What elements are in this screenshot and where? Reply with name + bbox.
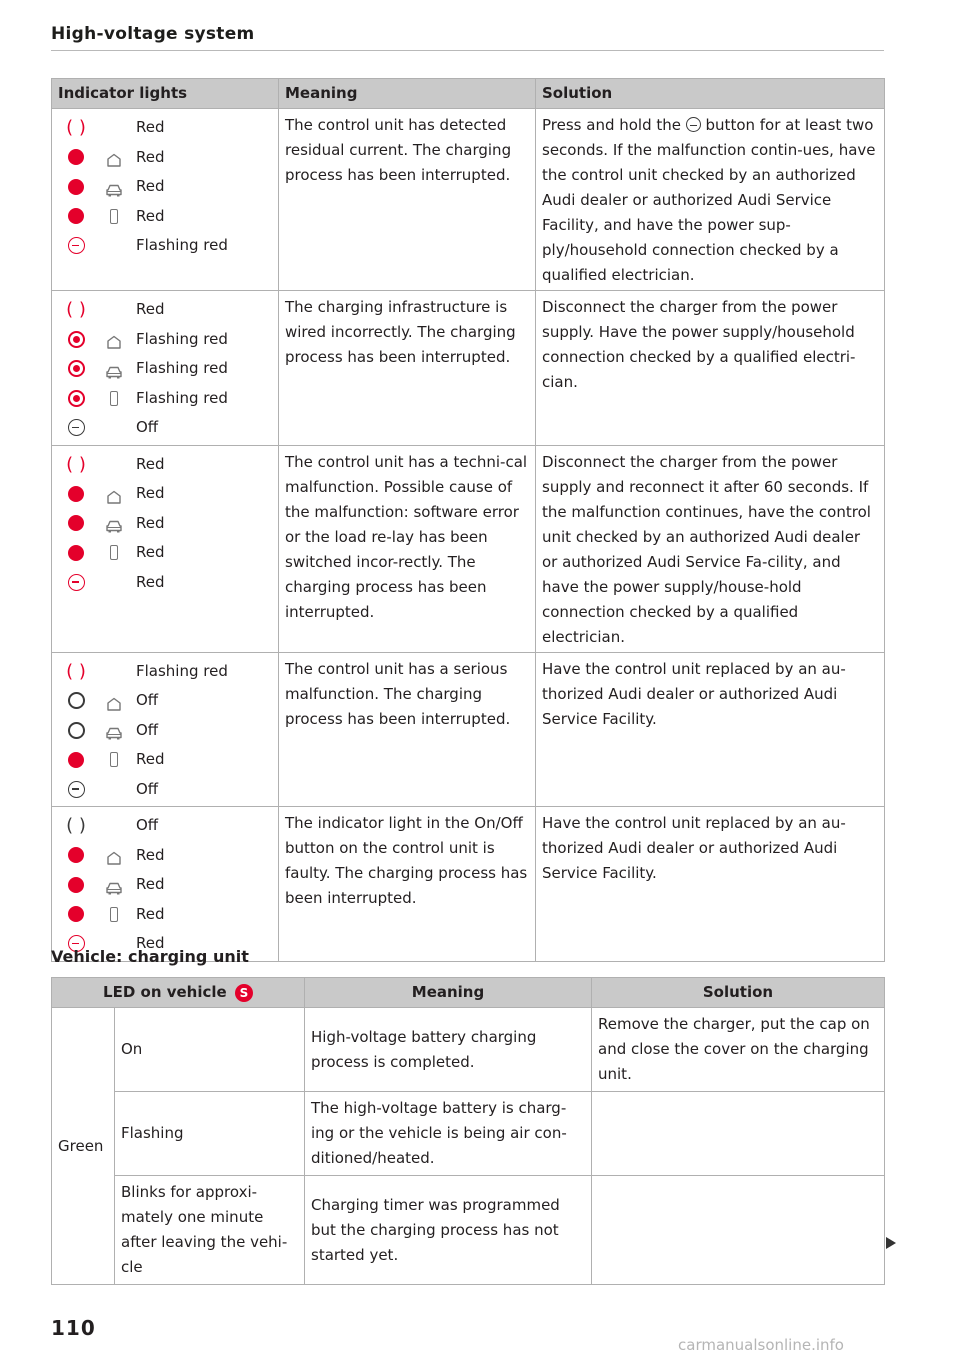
- light-state: Red: [136, 484, 165, 503]
- ring-gray-icon: ( ): [66, 815, 86, 837]
- plug-icon: [110, 752, 118, 767]
- light-state: Red: [136, 454, 165, 473]
- indicator-light-row: [56, 295, 274, 325]
- light-state: Red: [136, 750, 165, 769]
- target-ring-icon: [68, 331, 85, 348]
- table-row: [52, 109, 885, 291]
- target-ring-icon: [68, 360, 85, 377]
- indicator-lights-table: [51, 78, 885, 962]
- header-led-meaning: Meaning: [305, 978, 592, 1008]
- light-state: Flashing red: [136, 236, 228, 255]
- table-row: [52, 445, 885, 652]
- on-off-gray-icon: [68, 419, 85, 436]
- car-icon: [105, 516, 123, 530]
- solution-cell: [536, 109, 885, 291]
- led-table: [51, 977, 885, 1285]
- solution-text: Have the control unit replaced by an au-thorized Audi dealer or authorized Audi Service Facility.: [542, 814, 846, 882]
- header-led-on-vehicle: [52, 978, 305, 1008]
- led-state-cell: Flashing: [115, 1092, 305, 1176]
- meaning-cell: The charging infrastructure is wired incorrectly. The charging process has been interrupted.: [279, 291, 536, 446]
- red-dot-icon: [68, 179, 84, 195]
- led-solution-cell: Remove the charger, put the cap on and close the cover on the charging unit.: [592, 1008, 885, 1092]
- table-row: [52, 807, 885, 962]
- indicator-light-row: [56, 716, 274, 746]
- solution-cell: [536, 291, 885, 446]
- indicator-light-row: [56, 143, 274, 173]
- indicator-light-row: [56, 479, 274, 509]
- car-icon: [105, 723, 123, 737]
- solution-text-end: button for at least two seconds. If the malfunction contin-ues, have the control unit checked by an authorized Audi dealer or authorized Audi Service Facility, and have the power sup-ply/household connection checked by a qualified electrician.: [542, 116, 876, 284]
- page-number: 110: [51, 1316, 96, 1340]
- led-state-cell: Blinks for approxi-mately one minute after leaving the vehi-cle: [115, 1176, 305, 1285]
- page-header: [51, 24, 884, 51]
- indicator-light-row: [56, 745, 274, 775]
- led-meaning-cell: The high-voltage battery is charg-ing or the vehicle is being air con-ditioned/heated.: [305, 1092, 592, 1176]
- on-off-gray-icon: [68, 781, 85, 798]
- indicator-light-row: [56, 900, 274, 930]
- ring-icon: ( ): [66, 453, 86, 475]
- red-dot-icon: [68, 752, 84, 768]
- light-state: Off: [136, 720, 159, 739]
- red-dot-icon: [68, 486, 84, 502]
- light-state: Red: [136, 177, 165, 196]
- led-state-cell: On: [115, 1008, 305, 1092]
- car-icon: [105, 362, 123, 376]
- red-dot-icon: [68, 847, 84, 863]
- indicator-lights-cell: [52, 109, 279, 291]
- indicator-light-row: [56, 325, 274, 355]
- solution-cell: [536, 652, 885, 807]
- house-icon: [106, 332, 122, 346]
- on-off-icon: [68, 574, 85, 591]
- header-led-solution: Solution: [592, 978, 885, 1008]
- light-state: Flashing red: [136, 661, 228, 680]
- car-icon: [105, 180, 123, 194]
- red-dot-icon: [68, 515, 84, 531]
- light-state: Red: [136, 118, 165, 137]
- led-solution-cell: [592, 1176, 885, 1285]
- indicator-light-row: [56, 384, 274, 414]
- red-dot-icon: [68, 906, 84, 922]
- indicator-table-header: [52, 79, 885, 109]
- solution-cell: [536, 445, 885, 652]
- table-row: [52, 652, 885, 807]
- header-led-label: LED on vehicle: [103, 983, 227, 1001]
- indicator-light-row: [56, 811, 274, 841]
- light-state: Off: [136, 779, 159, 798]
- indicator-light-row: [56, 172, 274, 202]
- indicator-light-row: [56, 231, 274, 261]
- red-dot-icon: [68, 149, 84, 165]
- red-dot-icon: [68, 208, 84, 224]
- on-off-button-icon: [686, 117, 701, 132]
- house-icon: [106, 487, 122, 501]
- light-state: Flashing red: [136, 388, 228, 407]
- indicator-light-row: [56, 450, 274, 480]
- indicator-light-row: [56, 538, 274, 568]
- ring-icon: ( ): [66, 660, 86, 682]
- indicator-light-row: [56, 113, 274, 143]
- plug-icon: [110, 907, 118, 922]
- light-state: Red: [136, 543, 165, 562]
- meaning-cell: The control unit has detected residual current. The charging process has been interrupted.: [279, 109, 536, 291]
- meaning-cell: The control unit has a serious malfunction. The charging process has been interrupted.: [279, 652, 536, 807]
- on-off-icon: [68, 237, 85, 254]
- led-meaning-cell: High-voltage battery charging process is completed.: [305, 1008, 592, 1092]
- led-color-cell: Green: [52, 1008, 115, 1285]
- empty-circle-icon: [68, 722, 85, 739]
- led-solution-cell: [592, 1092, 885, 1176]
- indicator-lights-cell: [52, 807, 279, 962]
- indicator-lights-cell: [52, 291, 279, 446]
- light-state: Flashing red: [136, 359, 228, 378]
- header-indicator-lights: Indicator lights: [52, 79, 279, 109]
- table-row: [52, 291, 885, 446]
- meaning-cell: The control unit has a techni-cal malfunction. Possible cause of the malfunction: software error or the load re-lay has been switched incor-rectly. The charging process has been interrupted.: [279, 445, 536, 652]
- light-state: Red: [136, 904, 165, 923]
- solution-text: Disconnect the charger from the power supply. Have the power supply/household connection checked by a qualified electri-cian.: [542, 298, 856, 391]
- solution-cell: [536, 807, 885, 962]
- section-heading: Vehicle: charging unit: [51, 947, 249, 966]
- ring-icon: ( ): [66, 117, 86, 139]
- solution-text: Have the control unit replaced by an au-thorized Audi dealer or authorized Audi Service Facility.: [542, 659, 846, 728]
- led-meaning-cell: Charging timer was programmed but the charging process has not started yet.: [305, 1176, 592, 1285]
- plug-icon: [110, 545, 118, 560]
- header-meaning: Meaning: [279, 79, 536, 109]
- solution-text-start: Press and hold the: [542, 116, 686, 134]
- light-state: Red: [136, 513, 165, 532]
- table-row: [52, 1176, 885, 1285]
- solution-text: Disconnect the charger from the power supply and reconnect it after 60 seconds. If the malfunction continues, have the control unit checked by an authorized Audi dealer or authorized Audi Service Fa-cility, and have the power supply/house-hold connection checked by a qualified electrician.: [542, 452, 871, 646]
- plug-icon: [110, 391, 118, 406]
- indicator-light-row: [56, 568, 274, 598]
- watermark: carmanualsonline.info: [678, 1336, 844, 1354]
- light-state: Red: [136, 934, 165, 953]
- indicator-lights-cell: [52, 652, 279, 807]
- indicator-light-row: [56, 202, 274, 232]
- empty-circle-icon: [68, 692, 85, 709]
- red-dot-icon: [68, 545, 84, 561]
- indicator-light-row: [56, 775, 274, 805]
- light-state: Red: [136, 875, 165, 894]
- indicator-light-row: [56, 870, 274, 900]
- indicator-lights-cell: [52, 445, 279, 652]
- indicator-light-row: [56, 686, 274, 716]
- light-state: Red: [136, 147, 165, 166]
- header-solution: Solution: [536, 79, 885, 109]
- light-state: Flashing red: [136, 329, 228, 348]
- led-table-header: [52, 978, 885, 1008]
- meaning-cell: The indicator light in the On/Off button on the control unit is faulty. The charging process has been interrupted.: [279, 807, 536, 962]
- house-icon: [106, 150, 122, 164]
- light-state: Red: [136, 845, 165, 864]
- light-state: Red: [136, 206, 165, 225]
- indicator-light-row: [56, 657, 274, 687]
- indicator-light-row: [56, 354, 274, 384]
- light-state: Off: [136, 418, 159, 437]
- table-row: [52, 1092, 885, 1176]
- house-icon: [106, 694, 122, 708]
- light-state: Off: [136, 816, 159, 835]
- red-dot-icon: [68, 877, 84, 893]
- indicator-light-row: [56, 509, 274, 539]
- light-state: Red: [136, 300, 165, 319]
- light-state: Red: [136, 572, 165, 591]
- light-state: Off: [136, 691, 159, 710]
- page-title: High-voltage system: [51, 24, 255, 44]
- plug-icon: [110, 209, 118, 224]
- ring-icon: ( ): [66, 299, 86, 321]
- car-icon: [105, 878, 123, 892]
- target-ring-icon: [68, 390, 85, 407]
- house-icon: [106, 848, 122, 862]
- table-row: [52, 1008, 885, 1092]
- s-badge-icon: S: [235, 984, 253, 1002]
- continue-arrow-icon: [886, 1237, 896, 1249]
- indicator-light-row: [56, 413, 274, 443]
- indicator-light-row: [56, 841, 274, 871]
